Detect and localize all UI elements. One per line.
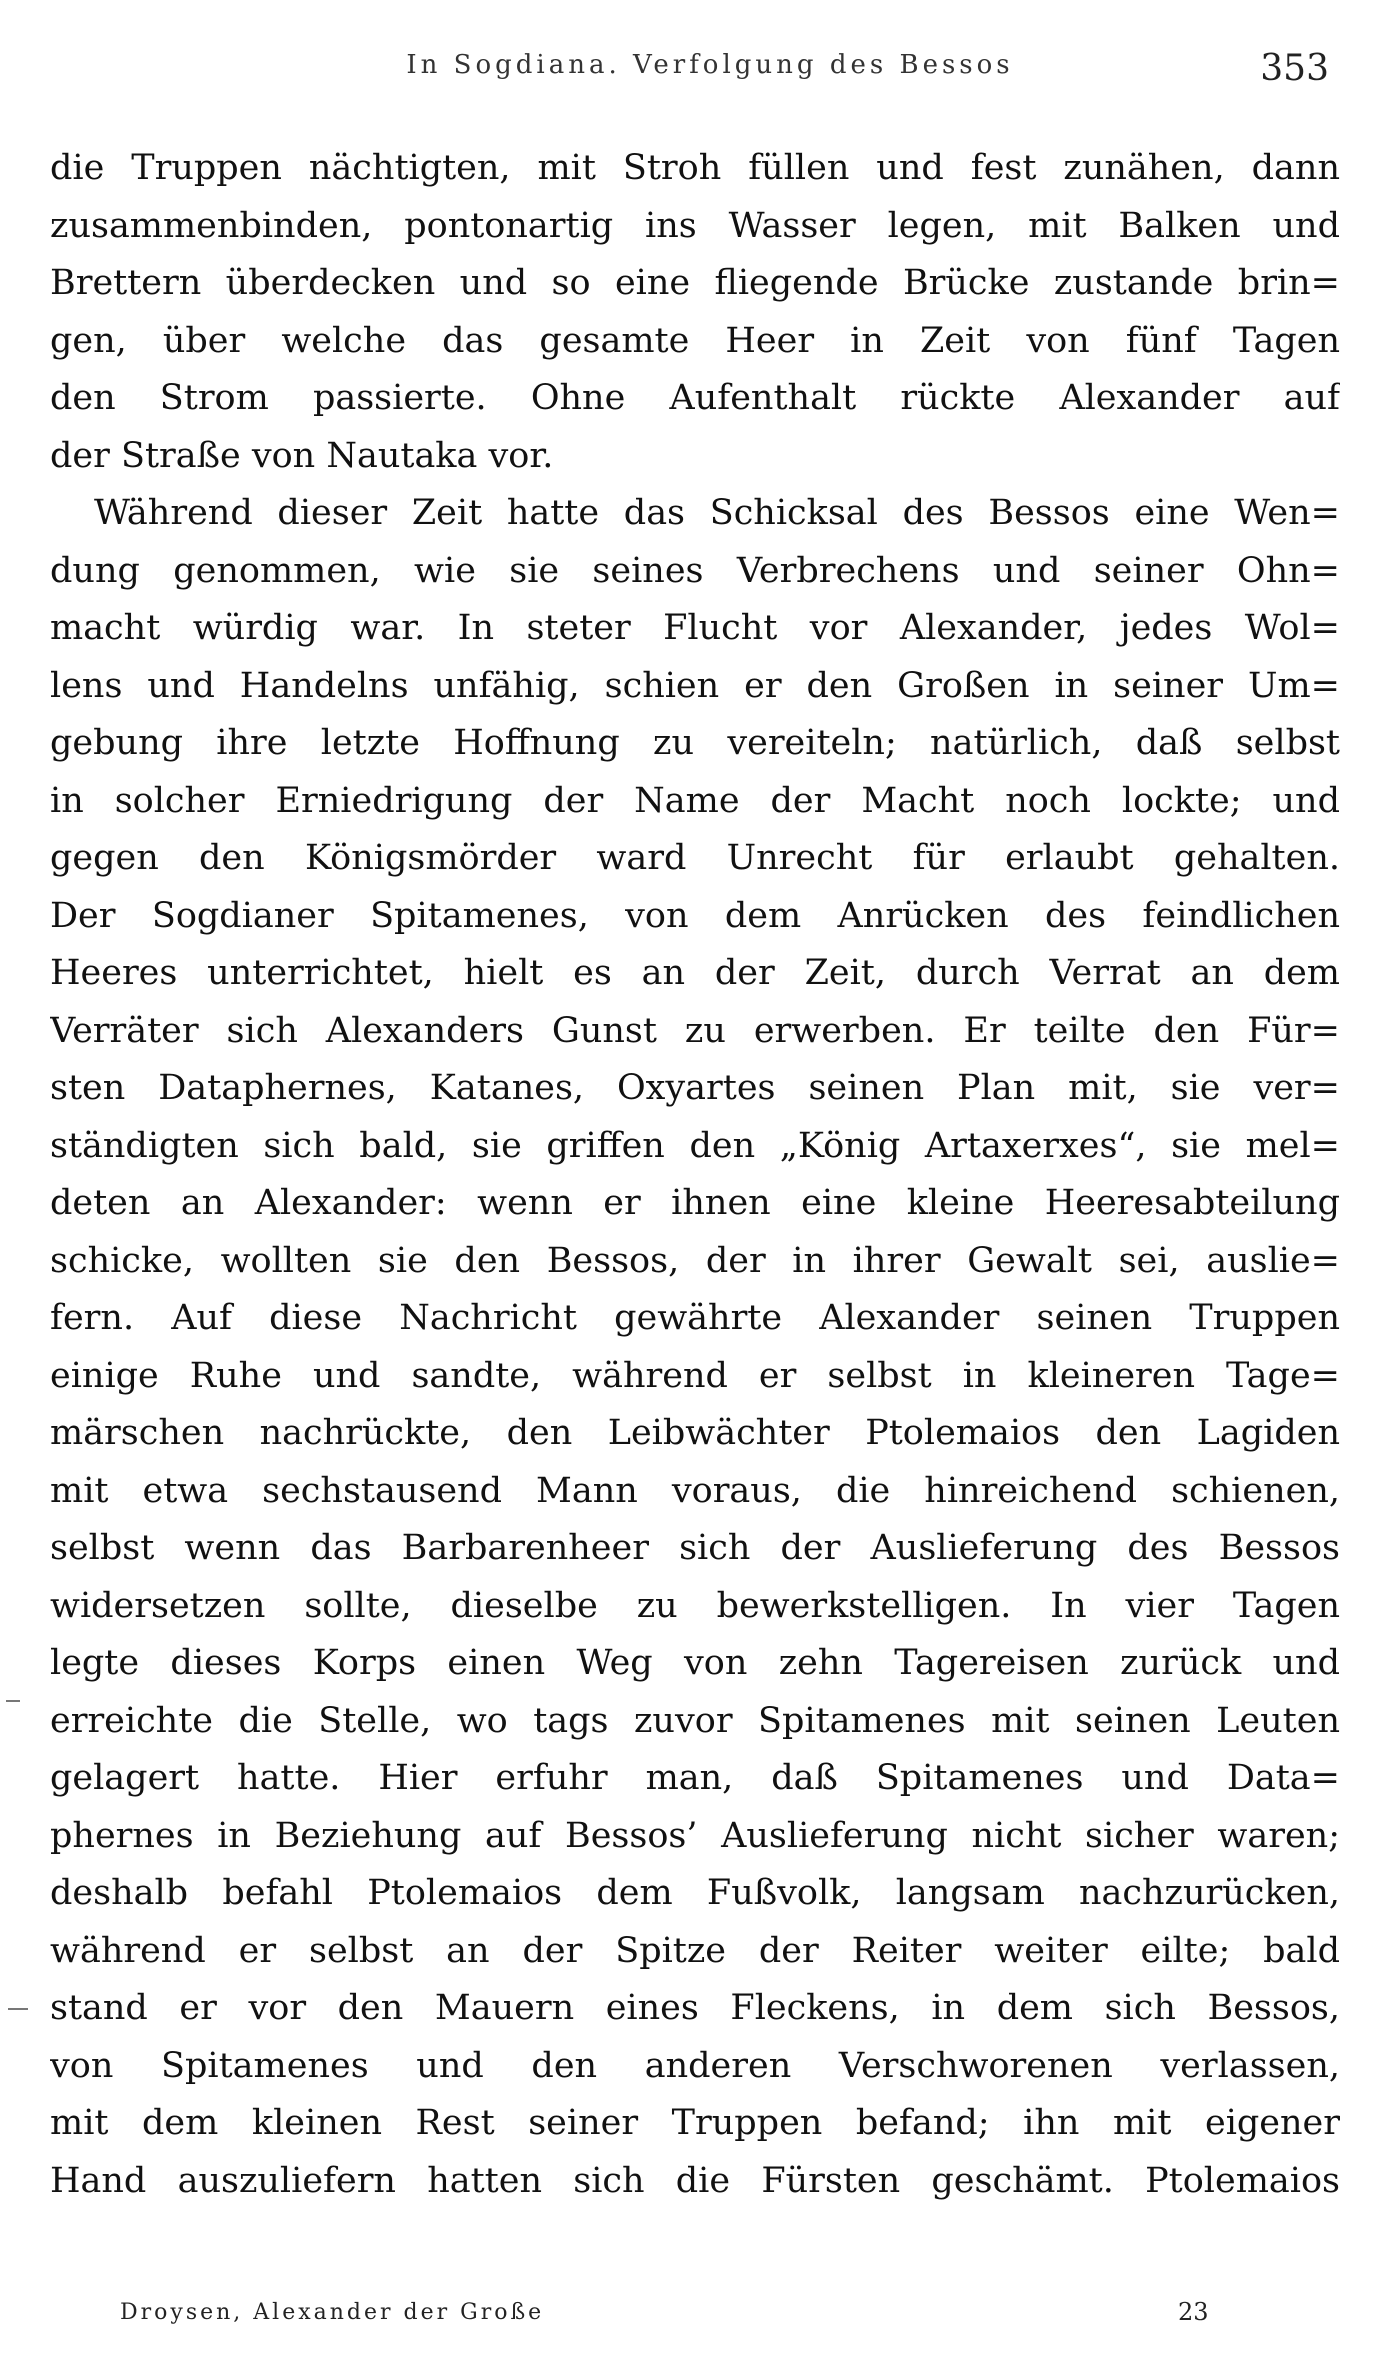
- text-line: macht würdig war. In steter Flucht vor Alexander, jedes Wol=: [50, 608, 1340, 648]
- text-line: den Strom passierte. Ohne Aufenthalt rückte Alexander auf: [50, 378, 1340, 418]
- text-line: widersetzen sollte, dieselbe zu bewerkstelligen. In vier Tagen: [50, 1585, 1340, 1626]
- text-line: stand er vor den Mauern eines Fleckens, in dem sich Bessos,: [50, 1988, 1340, 2028]
- signature-mark: 23: [1178, 2298, 1209, 2326]
- text-line: während er selbst an der Spitze der Reiter weiter eilte; bald: [50, 1930, 1340, 1971]
- text-line: die Truppen nächtigten, mit Stroh füllen und fest zunähen, dann: [50, 148, 1340, 188]
- text-line: fern. Auf diese Nachricht gewährte Alexander seinen Truppen: [50, 1298, 1340, 1338]
- text-line: deshalb befahl Ptolemaios dem Fußvolk, langsam nachzurücken,: [50, 1873, 1340, 1913]
- text-line: in solcher Erniedrigung der Name der Macht noch lockte; und: [50, 780, 1340, 821]
- text-line: gen, über welche das gesamte Heer in Zeit von fünf Tagen: [50, 320, 1340, 361]
- text-line: lens und Handelns unfähig, schien er den Großen in seiner Um=: [50, 665, 1340, 706]
- body-text: [50, 140, 1340, 2210]
- text-line: Verräter sich Alexanders Gunst zu erwerben. Er teilte den Für=: [50, 1010, 1340, 1051]
- text-line: von Spitamenes und den anderen Verschworenen verlassen,: [50, 2045, 1340, 2086]
- text-line: mit dem kleinen Rest seiner Truppen befand; ihn mit eigener: [50, 2103, 1340, 2143]
- text-line: dung genommen, wie sie seines Verbrechens und seiner Ohn=: [50, 550, 1340, 591]
- text-line: Hand auszuliefern hatten sich die Fürsten geschämt. Ptolemaios: [50, 2160, 1340, 2201]
- text-line: märschen nachrückte, den Leibwächter Ptolemaios den Lagiden: [50, 1413, 1340, 1453]
- text-line: phernes in Beziehung auf Bessos’ Auslieferung nicht sicher waren;: [50, 1815, 1340, 1856]
- text-line: sten Dataphernes, Katanes, Oxyartes seinen Plan mit, sie ver=: [50, 1068, 1340, 1108]
- text-line: selbst wenn das Barbarenheer sich der Auslieferung des Bessos: [50, 1528, 1340, 1568]
- text-line: gegen den Königsmörder ward Unrecht für erlaubt gehalten.: [50, 838, 1340, 878]
- text-line: der Straße von Nautaka vor.: [50, 435, 554, 476]
- text-line: erreichte die Stelle, wo tags zuvor Spitamenes mit seinen Leuten: [50, 1700, 1340, 1741]
- margin-dash: [6, 1700, 20, 1702]
- text-line: gelagert hatte. Hier erfuhr man, daß Spitamenes und Data=: [50, 1758, 1340, 1798]
- margin-dash: [8, 2008, 28, 2010]
- text-line: Heeres unterrichtet, hielt es an der Zeit, durch Verrat an dem: [50, 953, 1340, 993]
- page-number: 353: [1260, 48, 1329, 89]
- text-line: legte dieses Korps einen Weg von zehn Tagereisen zurück und: [50, 1643, 1340, 1683]
- text-line: gebung ihre letzte Hoffnung zu vereiteln; natürlich, daß selbst: [50, 723, 1340, 763]
- footer-book-title: Droysen, Alexander der Große: [120, 2300, 545, 2325]
- running-head: In Sogdiana. Verfolgung des Bessos: [406, 50, 1014, 80]
- text-line: zusammenbinden, pontonartig ins Wasser legen, mit Balken und: [50, 205, 1340, 246]
- text-line: ständigten sich bald, sie griffen den „König Artaxerxes“, sie mel=: [50, 1125, 1340, 1166]
- text-line: schicke, wollten sie den Bessos, der in ihrer Gewalt sei, auslie=: [50, 1240, 1340, 1281]
- text-line: Brettern überdecken und so eine fliegende Brücke zustande brin=: [50, 263, 1340, 303]
- text-line: Der Sogdianer Spitamenes, von dem Anrücken des feindlichen: [50, 895, 1340, 936]
- text-line: deten an Alexander: wenn er ihnen eine kleine Heeresabteilung: [50, 1183, 1340, 1223]
- text-line: Während dieser Zeit hatte das Schicksal des Bessos eine Wen=: [94, 493, 1340, 533]
- text-line: einige Ruhe und sandte, während er selbst in kleineren Tage=: [50, 1355, 1340, 1396]
- text-line: mit etwa sechstausend Mann voraus, die hinreichend schienen,: [50, 1470, 1340, 1511]
